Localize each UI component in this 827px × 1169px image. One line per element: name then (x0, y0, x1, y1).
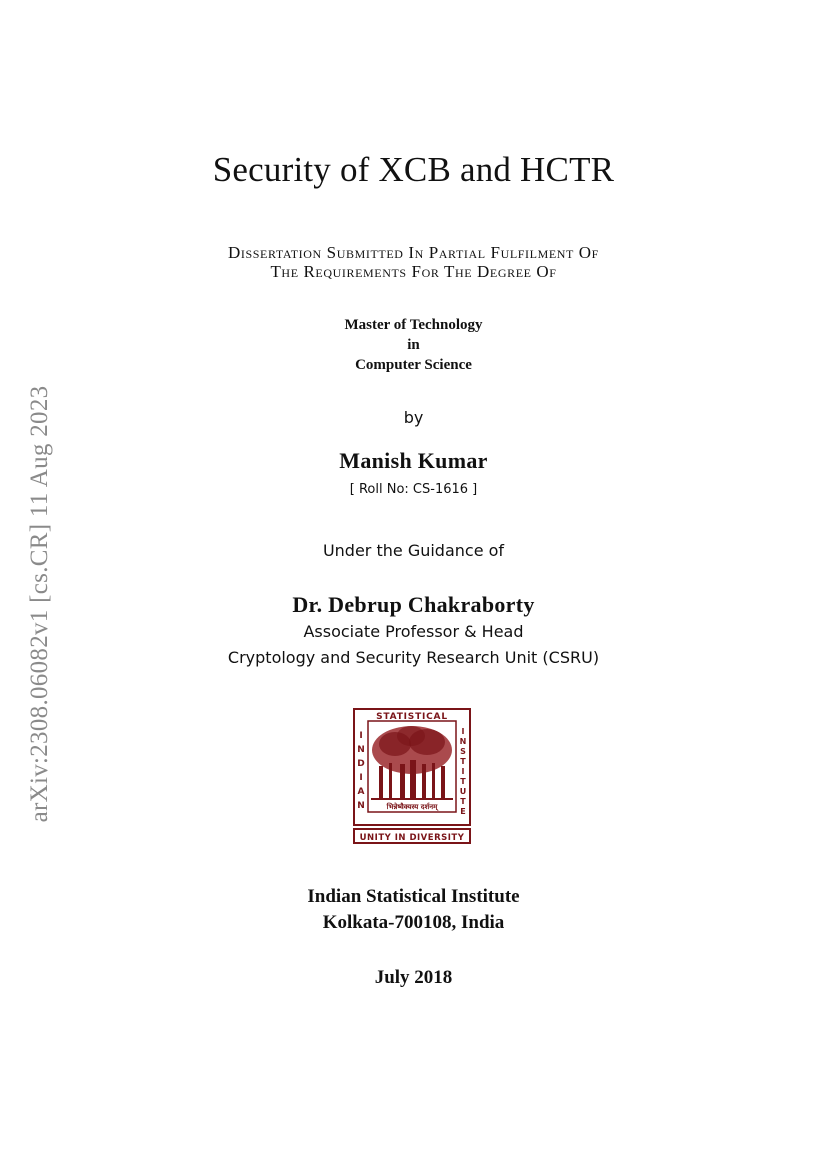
degree-line-1: Master of Technology (344, 317, 483, 333)
svg-text:N: N (459, 737, 467, 746)
guidance-label: Under the Guidance of (322, 541, 505, 560)
logo-right-letters (460, 727, 467, 816)
dissertation-line-2: The Requirements For The Degree Of (270, 262, 557, 281)
institute-name: Indian Statistical Institute (307, 886, 520, 907)
logo-top-text: STATISTICAL (376, 712, 448, 722)
author-name: Manish Kumar (339, 448, 488, 473)
dissertation-line-1: Dissertation Submitted In Partial Fulfilment Of (228, 243, 599, 262)
logo-left-letters (357, 731, 365, 811)
arxiv-stamp-text: arXiv:2308.06082v1 [cs.CR] 11 Aug 2023 (26, 385, 53, 823)
supervisor-unit: Cryptology and Security Research Unit (CSRU) (227, 648, 600, 667)
svg-text:I: I (461, 767, 465, 776)
svg-text:A: A (357, 787, 365, 797)
svg-text:T: T (460, 757, 466, 766)
degree-line-2: in (407, 337, 420, 353)
by-label: by (403, 408, 424, 427)
svg-text:I: I (359, 731, 363, 741)
svg-text:T: T (460, 797, 466, 806)
logo-motto-hindi: भिन्नेष्वैक्यस्य दर्शनम् (386, 803, 438, 811)
institute-address: Kolkata-700108, India (322, 912, 505, 933)
svg-text:S: S (460, 747, 466, 756)
degree-line-3: Computer Science (355, 357, 472, 373)
submission-date: July 2018 (374, 967, 453, 988)
svg-text:T: T (460, 777, 466, 786)
isi-logo (353, 708, 471, 844)
logo-bottom-text: UNITY IN DIVERSITY (359, 833, 465, 843)
svg-text:N: N (357, 745, 365, 755)
author-roll: [ Roll No: CS-1616 ] (349, 482, 478, 497)
supervisor-name: Dr. Debrup Chakraborty (292, 592, 535, 617)
svg-text:E: E (460, 807, 466, 816)
banyan-tree-icon (371, 726, 453, 800)
svg-text:N: N (357, 801, 365, 811)
supervisor-role: Associate Professor & Head (303, 622, 524, 641)
svg-text:D: D (357, 759, 365, 769)
svg-text:I: I (461, 727, 465, 736)
thesis-title: Security of XCB and HCTR (212, 150, 615, 189)
svg-text:I: I (359, 773, 363, 783)
svg-text:U: U (459, 787, 467, 796)
